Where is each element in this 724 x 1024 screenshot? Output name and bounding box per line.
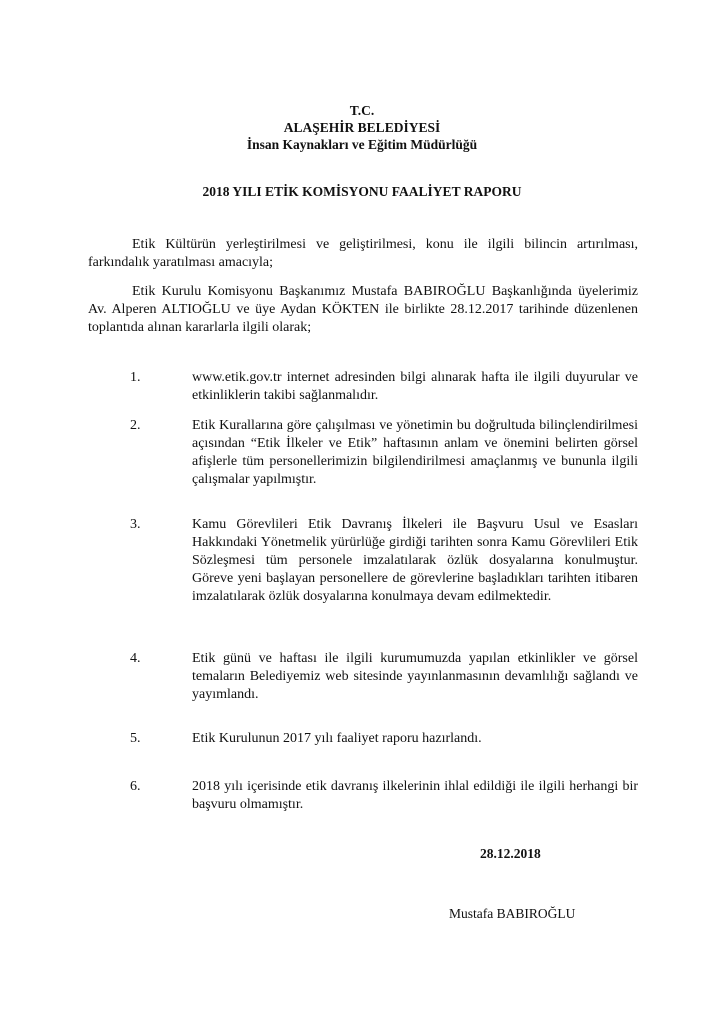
list-item-number: 4.: [130, 651, 141, 666]
list-item-text: Kamu Görevlileri Etik Davranış İlkeleri ile Başvuru Usul ve Esasları Hakkındaki Yönetmelik yürürlüğe girdiği tarihten sonra Kamu Görevlileri Etik Sözleşmesi tüm personele imzalatılarak özlük dosyalarına konulmuştur. Göreve yeni başlayan personellere de görevlerine başladıkları tarihten itibaren imzalatılarak özlük dosyalarına konulmaya devam edilmektedir.: [192, 517, 638, 604]
header-line-tc: T.C.: [349, 103, 375, 118]
report-title: 2018 YILI ETİK KOMİSYONU FAALİYET RAPORU: [202, 184, 522, 199]
header-line-municipality: ALAŞEHİR BELEDİYESİ: [283, 120, 441, 135]
header-line-department: İnsan Kaynakları ve Eğitim Müdürlüğü: [246, 137, 478, 152]
list-item-number: 3.: [130, 517, 141, 532]
list-item-text: Etik günü ve haftası ile ilgili kurumumuzda yapılan etkinlikler ve görsel temaların Belediyemiz web sitesinde yayınlanmasının devamlılığı sağlandı ve yayımlandı.: [192, 651, 638, 702]
list-item-number: 5.: [130, 731, 141, 746]
report-date: 28.12.2018: [480, 846, 541, 861]
committee-paragraph: Etik Kurulu Komisyonu Başkanımız Mustafa BABIROĞLU Başkanlığında üyelerimiz Av. Alperen ALTIOĞLU ve üye Aydan KÖKTEN ile birlikte 28.12.2017 tarihinde düzenlenen toplantıda alınan kararlarla ilgili olarak;: [88, 284, 638, 335]
intro-paragraph: Etik Kültürün yerleştirilmesi ve geliştirilmesi, konu ile ilgili bilincin artırılması, farkındalık yaratılması amacıyla;: [88, 237, 638, 270]
list-item-text: Etik Kurulunun 2017 yılı faaliyet raporu hazırlandı.: [192, 731, 482, 746]
list-item-text: 2018 yılı içerisinde etik davranış ilkelerinin ihlal edildiği ile ilgili herhangi bir başvuru olmamıştır.: [192, 779, 638, 812]
list-item-number: 6.: [130, 779, 141, 794]
list-item-number: 1.: [130, 370, 141, 385]
list-item-text: Etik Kurallarına göre çalışılması ve yönetimin bu doğrultuda bilinçlendirilmesi açısından “Etik İlkeler ve Etik” haftasının anlam ve önemini belirten görsel afişlerle tüm personellerimizin bilgilendirilmesi amaçlanmış ve bununla ilgili çalışmalar yapılmıştır.: [192, 418, 638, 487]
list-item-text: www.etik.gov.tr internet adresinden bilgi alınarak hafta ile ilgili duyurular ve etkinliklerin takibi sağlanmalıdır.: [192, 370, 638, 403]
signatory-name: Mustafa BABIROĞLU: [449, 906, 576, 921]
list-item-number: 2.: [130, 418, 141, 433]
